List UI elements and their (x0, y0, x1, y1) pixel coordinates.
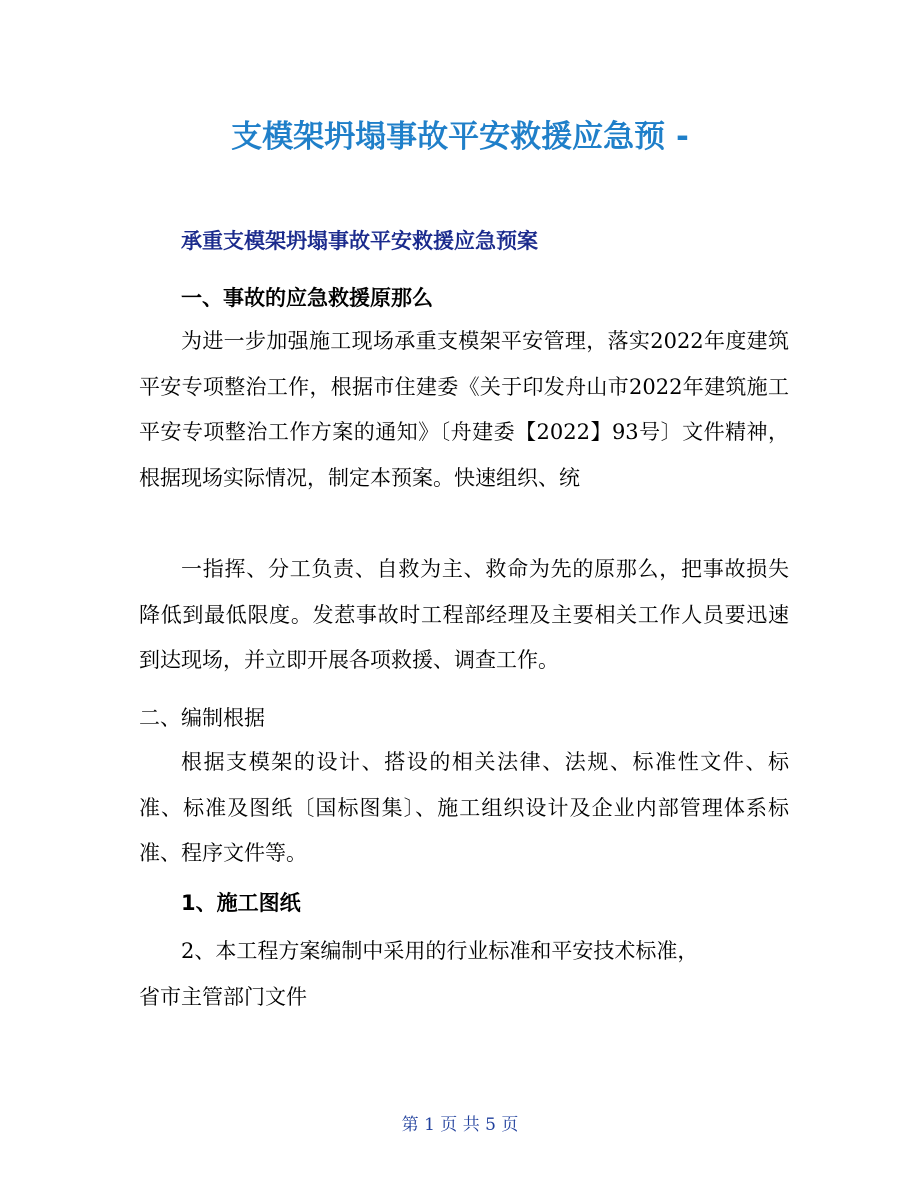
paragraph-purpose: 为进一步加强施工现场承重支模架平安管理，落实2022年度建筑平安专项整治工作，根据市住建委《关于印发舟山市2022年建筑施工平安专项整治工作方案的通知》〔舟建委【2022】93号〕文件精神，根据现场实际情况，制定本预案。快速组织、统 (139, 329, 789, 490)
section-heading-principles: 一、事故的应急救援原那么 (181, 286, 433, 310)
item-standards-text: 2、本工程方案编制中采用的行业标准和平安技术标准， (181, 939, 699, 963)
page-number-footer: 第 1 页 共 5 页 (401, 1115, 519, 1135)
document-title: 支模架坍塌事故平安救援应急预 - (231, 119, 689, 155)
section-heading-basis: 二、编制根据 (139, 706, 265, 730)
paragraph-command: 一指挥、分工负责、自救为主、救命为先的原那么，把事故损失降低到最低限度。发惹事故时工程部经理及主要相关工作人员要迅速到达现场，并立即开展各项救援、调查工作。 (139, 557, 789, 672)
paragraph-basis: 根据支模架的设计、搭设的相关法律、法规、标准性文件、标准、标准及图纸〔国标图集〕、施工组织设计及企业内部管理体系标准、程序文件等。 (139, 750, 789, 865)
document-subtitle: 承重支模架坍塌事故平安救援应急预案 (181, 229, 538, 253)
item-standards-continuation: 省市主管部门文件 (139, 985, 307, 1009)
item-heading-drawings: 1、施工图纸 (181, 891, 301, 915)
